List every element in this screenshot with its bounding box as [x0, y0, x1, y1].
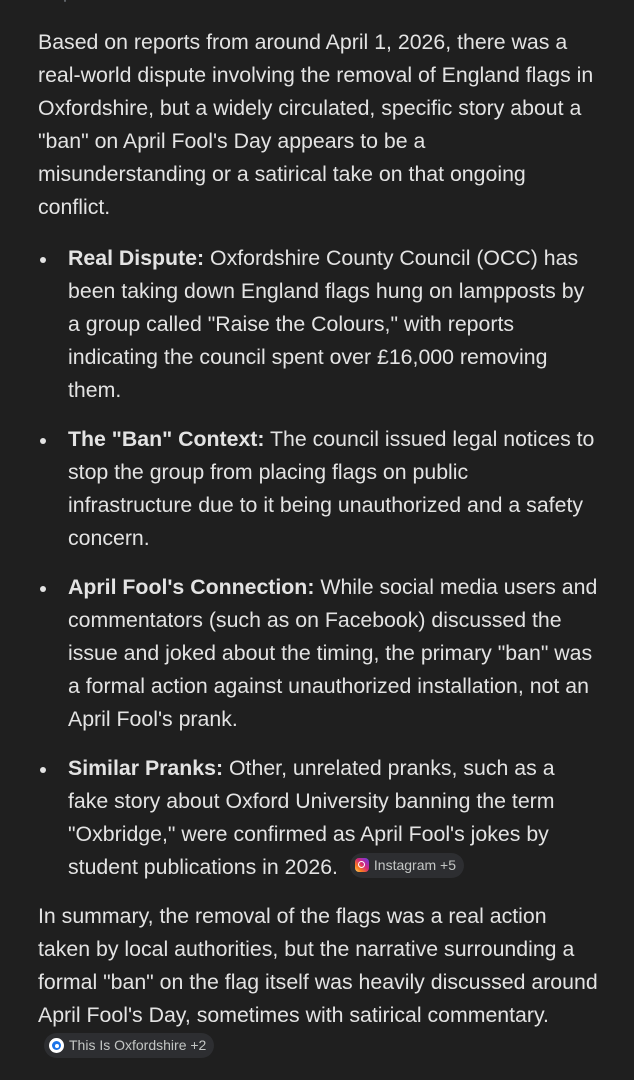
list-item [38, 242, 598, 407]
bullet-title: The "Ban" Context: [68, 427, 265, 451]
bullet-text: Oxfordshire County Council (OCC) has been taking down England flags hung on lampposts by a group called "Raise the Colours," with reports indicating the council spent over £16,000 removing them. [68, 246, 585, 402]
list-item [38, 752, 598, 884]
scroll-edge-mark [64, 0, 66, 2]
bullet-dot-icon [40, 257, 46, 263]
intro-paragraph: Based on reports from around April 1, 2026, there was a real-world dispute involving the removal of England flags in Oxfordshire, but a widely circulated, specific story about a "ban" on April Fool's Day appears to be a misunderstanding or a satirical take on that ongoing conflict. [38, 30, 594, 219]
bullet-title: April Fool's Connection: [68, 575, 315, 599]
bullet-dot-icon [40, 438, 46, 444]
list-item [38, 571, 598, 736]
source-chip-instagram[interactable] [350, 853, 464, 878]
list-item [38, 423, 598, 555]
bullet-text: While social media users and commentators (such as on Facebook) discussed the issue and joked about the timing, the primary "ban" was a formal action against unauthorized installation, not an April Fool's prank. [68, 575, 598, 731]
bullet-text: The council issued legal notices to stop the group from placing flags on public infrastructure due to it being unauthorized and a safety concern. [68, 427, 595, 550]
bullet-list [38, 242, 598, 884]
this-is-oxfordshire-icon [49, 1038, 64, 1053]
summary-paragraph [38, 900, 598, 1065]
summary-text: In summary, the removal of the flags was a real action taken by local authorities, but the narrative surrounding a formal "ban" on the flag itself was heavily discussed around April Fool's Day, sometimes with satirical commentary. [38, 904, 598, 1027]
instagram-icon [355, 858, 369, 872]
response-body [38, 26, 598, 1065]
bullet-dot-icon [40, 586, 46, 592]
bullet-title: Similar Pranks: [68, 756, 224, 780]
bullet-title: Real Dispute: [68, 246, 205, 270]
bullet-dot-icon [40, 767, 46, 773]
source-chip-oxfordshire[interactable] [44, 1033, 214, 1058]
bullet-text: Other, unrelated pranks, such as a fake story about Oxford University banning the term "Oxbridge," were confirmed as April Fool's jokes by student publications in 2026. [68, 756, 555, 879]
source-chip-label: Instagram +5 [373, 856, 456, 873]
source-chip-label: This Is Oxfordshire +2 [69, 1037, 207, 1053]
